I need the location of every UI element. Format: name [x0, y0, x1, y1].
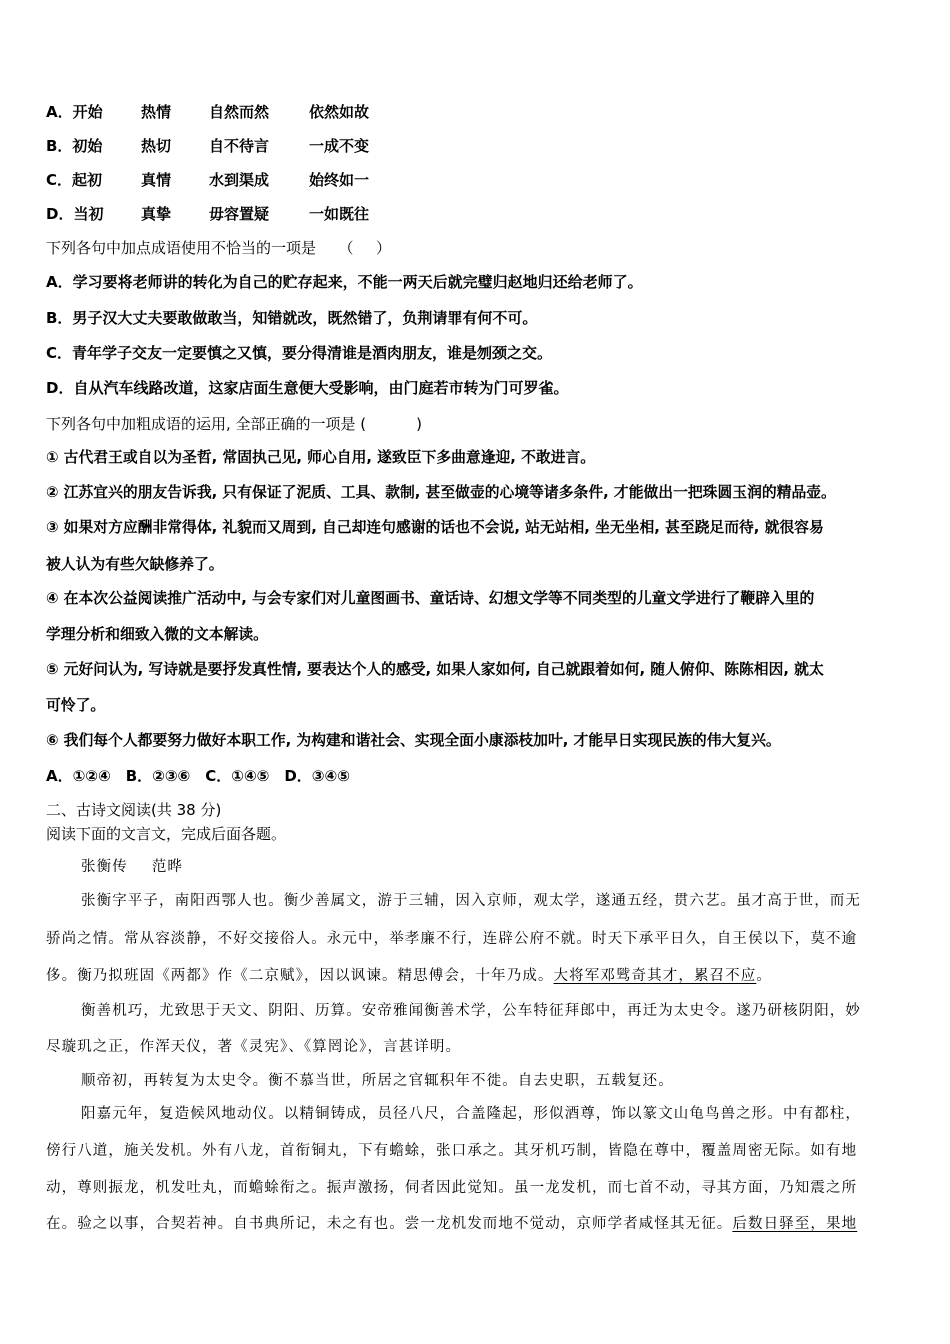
q1-option-c: C．起初 真情 水到渠成 始终如一 [46, 171, 370, 189]
underlined-sentence: 后数日驿至，果地 [732, 1216, 858, 1232]
q3-item-3-line1: ③ 如果对方应酬非常得体, 礼貌而又周到, 自己却连句感谢的话也不会说, 站无站相, 坐无坐相, 甚至跷足而待, 就很容易 [46, 519, 824, 536]
q2-option-a: A．学习要将老师讲的转化为自己的贮存起来，不能一两天后就完璧归赵地归还给老师了。 [46, 273, 643, 291]
underlined-sentence: 大将军邓骘奇其才，累召不应 [553, 968, 757, 984]
q1-option-a: A．开始 热情 自然而然 依然如故 [46, 103, 370, 121]
section-instruction: 阅读下面的文言文，完成后面各题。 [46, 825, 287, 843]
passage-line: 阳嘉元年，复造候风地动仪。以精铜铸成，员径八尺，合盖隆起，形似酒尊，饰以篆文山龟鸟兽之形。中有都柱， [81, 1106, 861, 1122]
q3-item-6: ⑥ 我们每个人都要努力做好本职工作, 为构建和谐社会、实现全面小康添枝加叶, 才能早日实现民族的伟大复兴。 [46, 732, 781, 749]
q2-option-d: D．自从汽车线路改道，这家店面生意便大受影响，由门庭若市转为门可罗雀。 [46, 379, 569, 397]
passage-line: 衡善机巧，尤致思于天文、阴阳、历算。安帝雅闻衡善术学，公车特征拜郎中，再迁为太史令。遂乃研核阴阳，妙 [81, 1003, 861, 1019]
passage-line: 动，尊则振龙，机发吐丸，而蟾蜍衔之。振声激扬，伺者因此觉知。虽一龙发机，而七首不动，寻其方面，乃知震之所 [46, 1180, 858, 1196]
q3-item-2: ② 江苏宜兴的朋友告诉我, 只有保证了泥质、工具、款制, 甚至做壶的心境等诸多条件, 才能做出一把珠圆玉润的精品壶。 [46, 484, 836, 501]
passage-line: 尽璇玑之正，作浑天仪，著《灵宪》、《算罔论》，言甚详明。 [46, 1039, 462, 1055]
passage-line: 在。验之以事，合契若神。自书典所记，未之有也。尝一龙机发而地不觉动，京师学者咸怪其无征。后数日驿至，果地 [46, 1216, 858, 1232]
q3-answer-options: A．①②④ B．②③⑥ C．①④⑤ D．③④⑤ [46, 767, 350, 785]
q3-item-5-line1: ⑤ 元好问认为, 写诗就是要抒发真性情, 要表达个人的感受, 如果人家如何, 自己就跟着如何, 随人俯仰、陈陈相因, 就太 [46, 661, 824, 678]
q3-item-3-line2: 被人认为有些欠缺修养了。 [46, 556, 224, 573]
q2-option-b: B．男子汉大丈夫要敢做敢当，知错就改，既然错了，负荆请罪有何不可。 [46, 309, 538, 327]
q1-option-d: D．当初 真挚 毋容置疑 一如既往 [46, 205, 370, 223]
passage-line: 顺帝初，再转复为太史令。衡不慕当世，所居之官辄积年不徙。自去史职，五载复还。 [81, 1073, 674, 1089]
passage-line: 傍行八道，施关发机。外有八龙，首衔铜丸，下有蟾蜍，张口承之。其牙机巧制，皆隐在尊中，覆盖周密无际。如有地 [46, 1143, 858, 1159]
q2-option-c: C．青年学子交友一定要慎之又慎，要分得清谁是酒肉朋友，谁是刎颈之交。 [46, 344, 553, 362]
q3-item-4-line2: 学理分析和细致入微的文本解读。 [46, 626, 268, 643]
q3-item-1: ① 古代君王或自以为圣哲, 常固执己见, 师心自用, 遂致臣下多曲意逢迎, 不敢进言。 [46, 449, 596, 466]
q2-stem: 下列各句中加点成语使用不恰当的一项是 （ ） [46, 239, 392, 257]
passage-line: 侈。衡乃拟班固《两都》作《二京赋》，因以讽谏。精思傅会，十年乃成。大将军邓骘奇其才，累召不应。 [46, 968, 772, 984]
q3-item-5-line2: 可怜了。 [46, 697, 106, 714]
q1-option-b: B．初始 热切 自不待言 一成不变 [46, 137, 370, 155]
passage-title: 张衡传 范晔 [81, 859, 184, 875]
section-heading: 二、古诗文阅读(共 38 分) [46, 801, 222, 819]
passage-line: 骄尚之情。常从容淡静，不好交接俗人。永元中，举孝廉不行，连辟公府不就。时天下承平日久，自王侯以下，莫不逾 [46, 931, 858, 947]
q3-item-4-line1: ④ 在本次公益阅读推广活动中, 与会专家们对儿童图画书、童话诗、幻想文学等不同类型的儿童文学进行了鞭辟入里的 [46, 590, 815, 607]
passage-line: 张衡字平子，南阳西鄂人也。衡少善属文，游于三辅，因入京师，观太学，遂通五经，贯六艺。虽才高于世，而无 [81, 893, 861, 909]
q3-stem: 下列各句中加粗成语的运用, 全部正确的一项是 ( ) [46, 415, 423, 433]
